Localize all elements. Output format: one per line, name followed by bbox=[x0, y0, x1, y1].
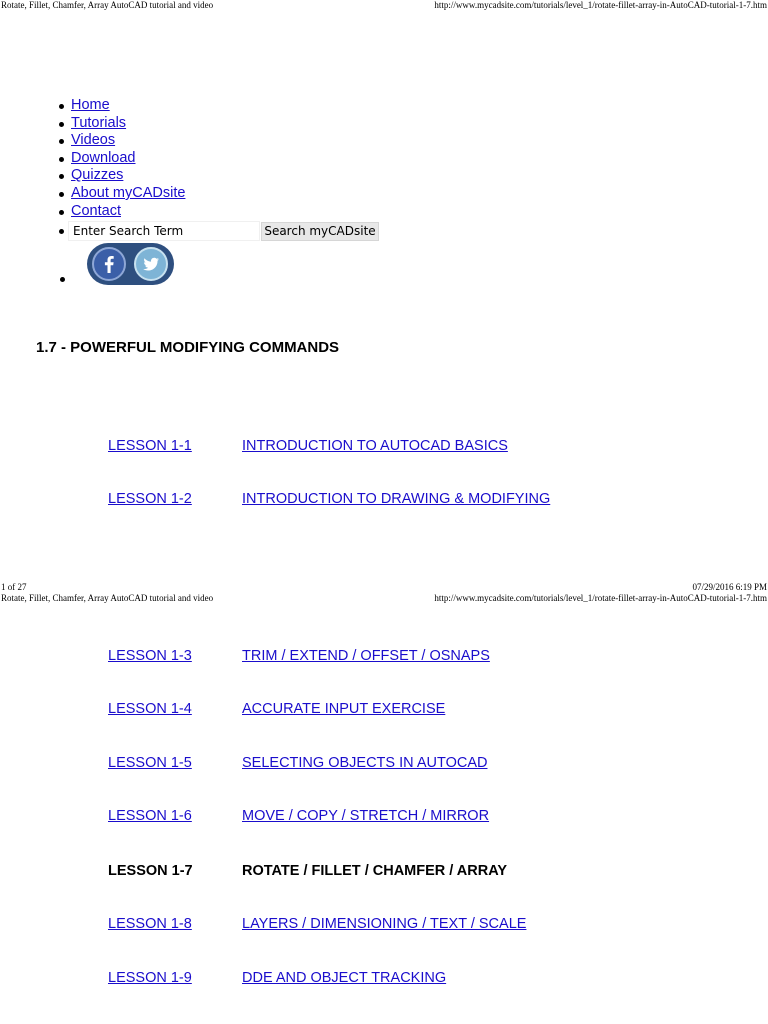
nav-link-videos[interactable]: Videos bbox=[71, 132, 116, 149]
search-form bbox=[59, 221, 399, 241]
lesson-title-link[interactable]: ACCURATE INPUT EXERCISE bbox=[242, 701, 446, 717]
social-links bbox=[87, 243, 174, 285]
nav-link-about[interactable]: About myCADsite bbox=[71, 184, 186, 201]
main-nav bbox=[71, 97, 185, 220]
nav-link-tutorials[interactable]: Tutorials bbox=[71, 114, 127, 131]
print-header-url: http://www.mycadsite.com/tutorials/level_1/rotate-fillet-array-in-AutoCAD-tutorial-1-7.htm bbox=[434, 0, 767, 10]
lesson-title-current: ROTATE / FILLET / CHAMFER / ARRAY bbox=[242, 863, 508, 879]
lesson-number-link[interactable]: LESSON 1-9 bbox=[108, 970, 192, 986]
lesson-number-link[interactable]: LESSON 1-1 bbox=[108, 438, 192, 454]
lesson-title-link[interactable]: TRIM / EXTEND / OFFSET / OSNAPS bbox=[242, 648, 490, 664]
nav-item-download bbox=[71, 150, 185, 168]
twitter-icon[interactable] bbox=[134, 247, 168, 281]
page-title: 1.7 - POWERFUL MODIFYING COMMANDS bbox=[36, 339, 340, 356]
lesson-number-link[interactable]: LESSON 1-2 bbox=[108, 491, 192, 507]
nav-link-home[interactable]: Home bbox=[71, 97, 110, 113]
lesson-row bbox=[0, 915, 768, 933]
lesson-title-link[interactable]: DDE AND OBJECT TRACKING bbox=[242, 970, 447, 986]
lesson-title-link[interactable]: INTRODUCTION TO AUTOCAD BASICS bbox=[242, 438, 508, 454]
lesson-row bbox=[0, 647, 768, 665]
twitter-glyph bbox=[136, 249, 166, 279]
lesson-title-link[interactable]: LAYERS / DIMENSIONING / TEXT / SCALE bbox=[242, 916, 527, 932]
nav-item-about bbox=[71, 185, 185, 203]
nav-link-quizzes[interactable]: Quizzes bbox=[71, 167, 124, 184]
nav-item-contact bbox=[71, 203, 185, 221]
search-button[interactable]: Search myCADsite bbox=[261, 222, 379, 241]
nav-link-contact[interactable]: Contact bbox=[71, 202, 121, 219]
print-header-title: Rotate, Fillet, Chamfer, Array AutoCAD tutorial and video bbox=[1, 0, 214, 10]
print-header-url: http://www.mycadsite.com/tutorials/level_1/rotate-fillet-array-in-AutoCAD-tutorial-1-7.htm bbox=[434, 593, 767, 603]
lesson-number-link[interactable]: LESSON 1-4 bbox=[108, 701, 192, 717]
lesson-number-link[interactable]: LESSON 1-3 bbox=[108, 648, 192, 664]
lesson-row bbox=[0, 490, 768, 508]
search-input[interactable] bbox=[68, 221, 260, 241]
nav-item-videos bbox=[71, 132, 185, 150]
list-bullet bbox=[59, 229, 64, 234]
nav-item-home bbox=[71, 97, 185, 115]
facebook-icon[interactable] bbox=[92, 247, 126, 281]
lesson-number-link[interactable]: LESSON 1-5 bbox=[108, 755, 192, 771]
lesson-row bbox=[0, 807, 768, 825]
print-timestamp: 07/29/2016 6:19 PM bbox=[692, 582, 767, 592]
list-bullet bbox=[60, 277, 65, 282]
nav-item-tutorials bbox=[71, 115, 185, 133]
lesson-row bbox=[0, 437, 768, 455]
facebook-glyph bbox=[94, 249, 124, 279]
lesson-title-link[interactable]: MOVE / COPY / STRETCH / MIRROR bbox=[242, 808, 490, 824]
lesson-row bbox=[0, 700, 768, 718]
lesson-number-link[interactable]: LESSON 1-8 bbox=[108, 916, 192, 932]
lesson-number-link[interactable]: LESSON 1-6 bbox=[108, 808, 192, 824]
lesson-row bbox=[0, 754, 768, 772]
print-page-indicator: 1 of 27 bbox=[1, 582, 27, 592]
lesson-title-link[interactable]: SELECTING OBJECTS IN AUTOCAD bbox=[242, 755, 488, 771]
nav-item-quizzes bbox=[71, 167, 185, 185]
lesson-title-link[interactable]: INTRODUCTION TO DRAWING & MODIFYING bbox=[242, 491, 551, 507]
lesson-row bbox=[0, 969, 768, 987]
nav-link-download[interactable]: Download bbox=[71, 149, 136, 166]
print-header-title: Rotate, Fillet, Chamfer, Array AutoCAD tutorial and video bbox=[1, 593, 214, 603]
lesson-row-current bbox=[0, 862, 768, 880]
lesson-number-current: LESSON 1-7 bbox=[108, 863, 193, 879]
